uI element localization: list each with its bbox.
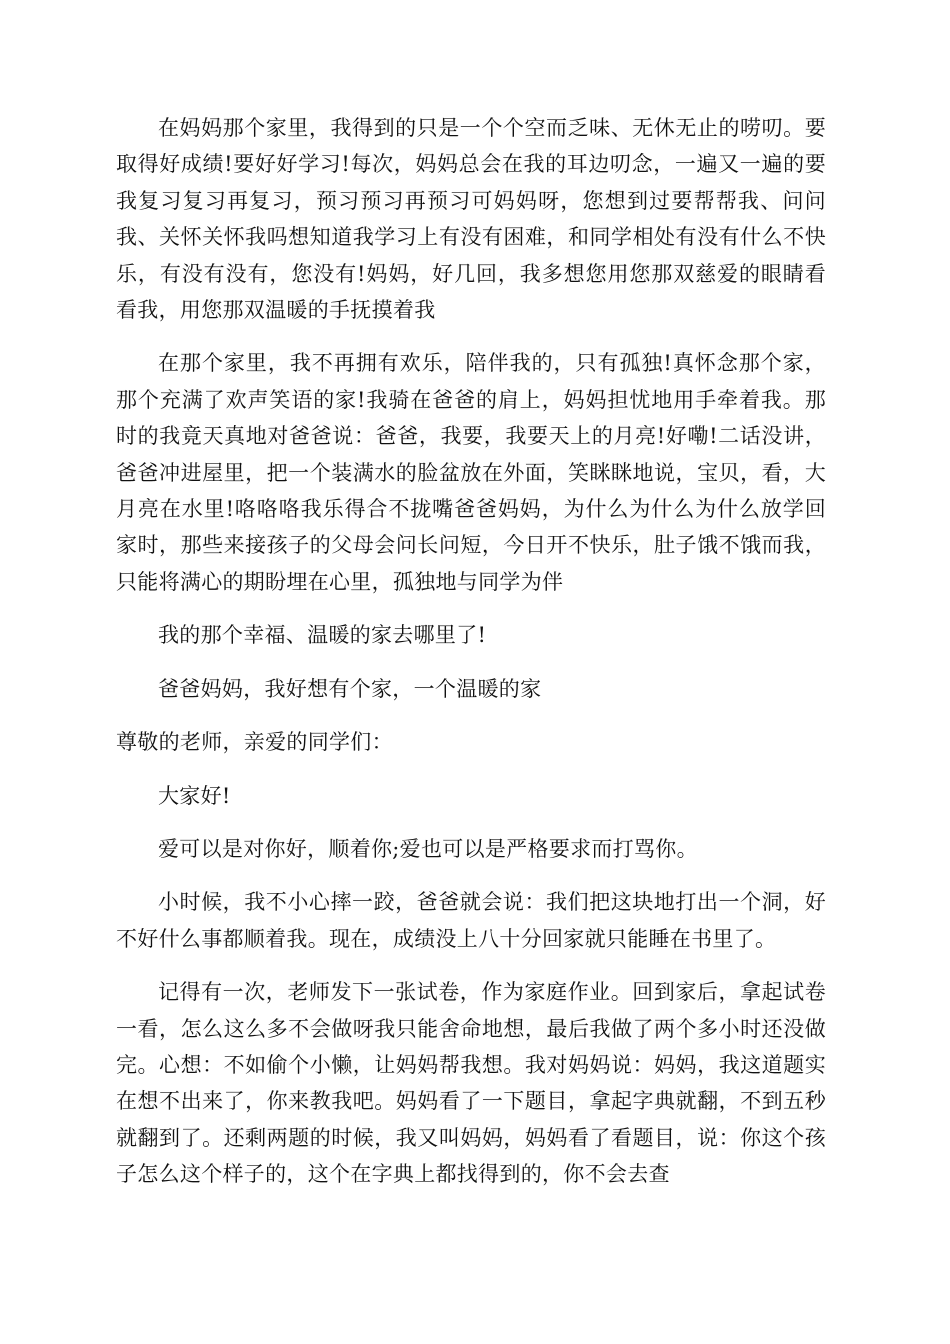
document-page — [116, 110, 826, 1210]
paragraph-4: 爸爸妈妈，我好想有个家，一个温暖的家 — [158, 676, 542, 701]
paragraph-1: 在妈妈那个家里，我得到的只是一个个空而乏味、无休无止的唠叨。要取得好成绩!要好好学习!每次，妈妈总会在我的耳边叨念，一遍又一遍的要我复习复习再复习，预习预习再预习可妈妈呀，您想到过要帮帮我、问问我、关怀关怀我吗想知道我学习上有没有困难，和同学相处有没有什么不快乐，有没有没有，您没有!妈妈，好几回，我多想您用您那双慈爱的眼睛看看我，用您那双温暖的手抚摸着我 — [116, 116, 826, 323]
paragraph-7: 爱可以是对你好，顺着你;爱也可以是严格要求而打骂你。 — [158, 836, 698, 861]
paragraph-3: 我的那个幸福、温暖的家去哪里了! — [158, 623, 487, 648]
paragraph-2: 在那个家里，我不再拥有欢乐，陪伴我的，只有孤独!真怀念那个家，那个充满了欢声笑语的家!我骑在爸爸的肩上，妈妈担忧地用手牵着我。那时的我竟天真地对爸爸说：爸爸，我要，我要天上的月亮!好嘞!二话没讲，爸爸冲进屋里，把一个装满水的脸盆放在外面，笑眯眯地说，宝贝，看，大月亮在水里!咯咯咯我乐得合不拢嘴爸爸妈妈，为什么为什么为什么放学回家时，那些来接孩子的父母会问长问短，今日开不快乐，肚子饿不饿而我，只能将满心的期盼埋在心里，孤独地与同学为伴 — [116, 351, 826, 594]
paragraph-9: 记得有一次，老师发下一张试卷，作为家庭作业。回到家后，拿起试卷一看，怎么这么多不会做呀我只能舍命地想，最后我做了两个多小时还没做完。心想：不如偷个小懒，让妈妈帮我想。我对妈妈说：妈妈，我这道题实在想不出来了，你来教我吧。妈妈看了一下题目，拿起字典就翻，不到五秒就翻到了。还剩两题的时候，我又叫妈妈，妈妈看了看题目，说：你这个孩子怎么这个样子的，这个在字典上都找得到的，你不会去查 — [116, 980, 826, 1187]
paragraph-8: 小时候，我不小心摔一跤，爸爸就会说：我们把这块地打出一个洞，好不好什么事都顺着我。现在，成绩没上八十分回家就只能睡在书里了。 — [116, 890, 826, 951]
greeting: 大家好! — [158, 783, 231, 808]
salutation: 尊敬的老师，亲爱的同学们： — [116, 730, 393, 755]
